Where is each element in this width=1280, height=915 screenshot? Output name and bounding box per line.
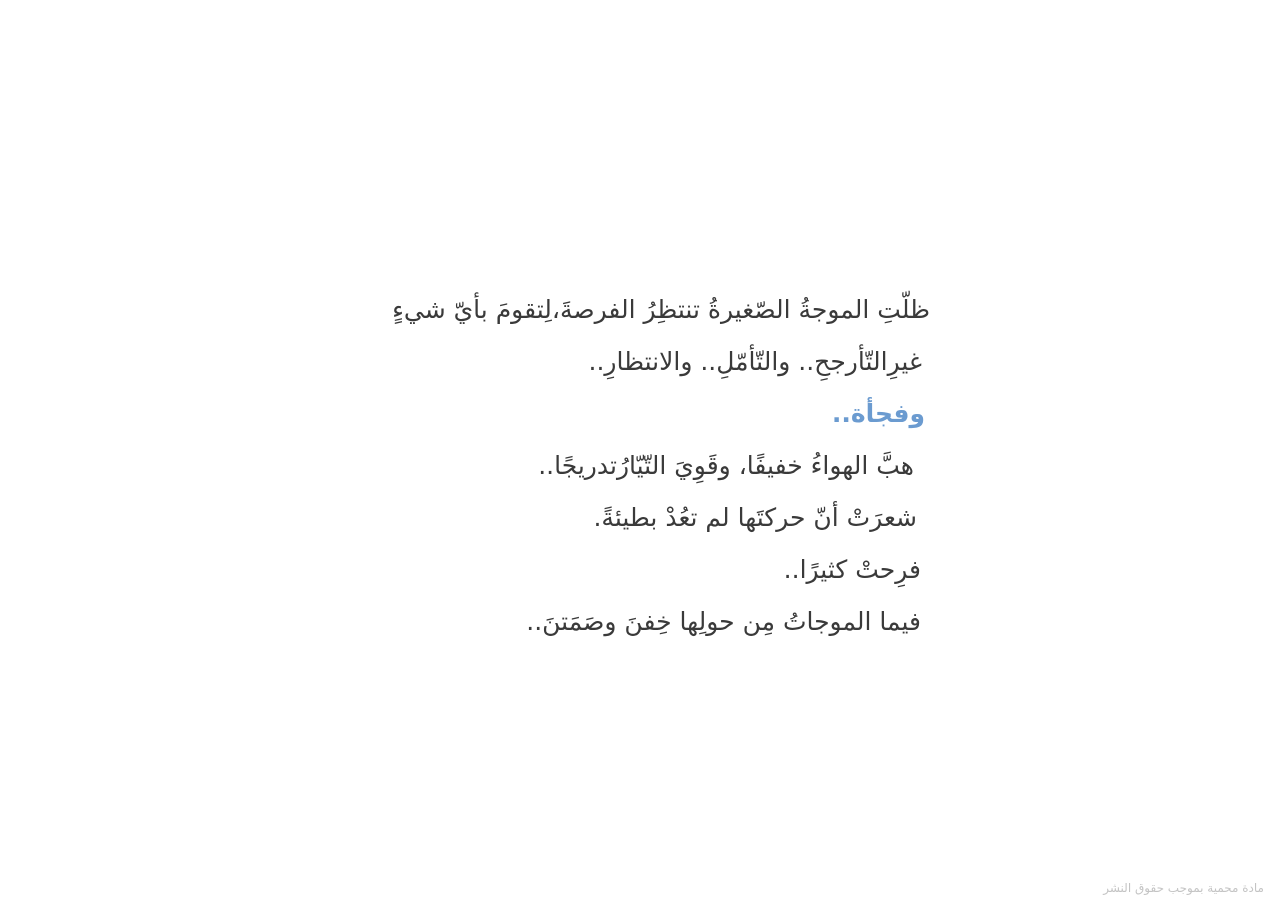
story-line-1: ظلّتِ الموجةُ الصّغيرةُ تنتظِرُ الفرصةَ،لِتقومَ بأيّ شيءٍ: [392, 295, 930, 324]
story-line-7: فيما الموجاتُ مِن حولِها خِفنَ وصَمَتنَ..: [526, 607, 921, 636]
story-line-2: غيرِالتّأرجحِ.. والتّأمّلِ.. والانتظارِ..: [588, 347, 922, 376]
story-text: [330, 284, 930, 648]
copyright-watermark: مادة محمية بموجب حقوق النشر: [1103, 881, 1264, 895]
story-line-3-highlight: وفجأة..: [831, 399, 925, 428]
story-line-6: فرِحتْ كثيرًا..: [783, 555, 921, 584]
story-line-4: هبَّ الهواءُ خفيفًا، وقَوِيَ التّيّارُتدريجًا..: [538, 451, 914, 480]
story-line-5: شعرَتْ أنّ حركتَها لم تعُدْ بطيئةً.: [593, 503, 917, 532]
